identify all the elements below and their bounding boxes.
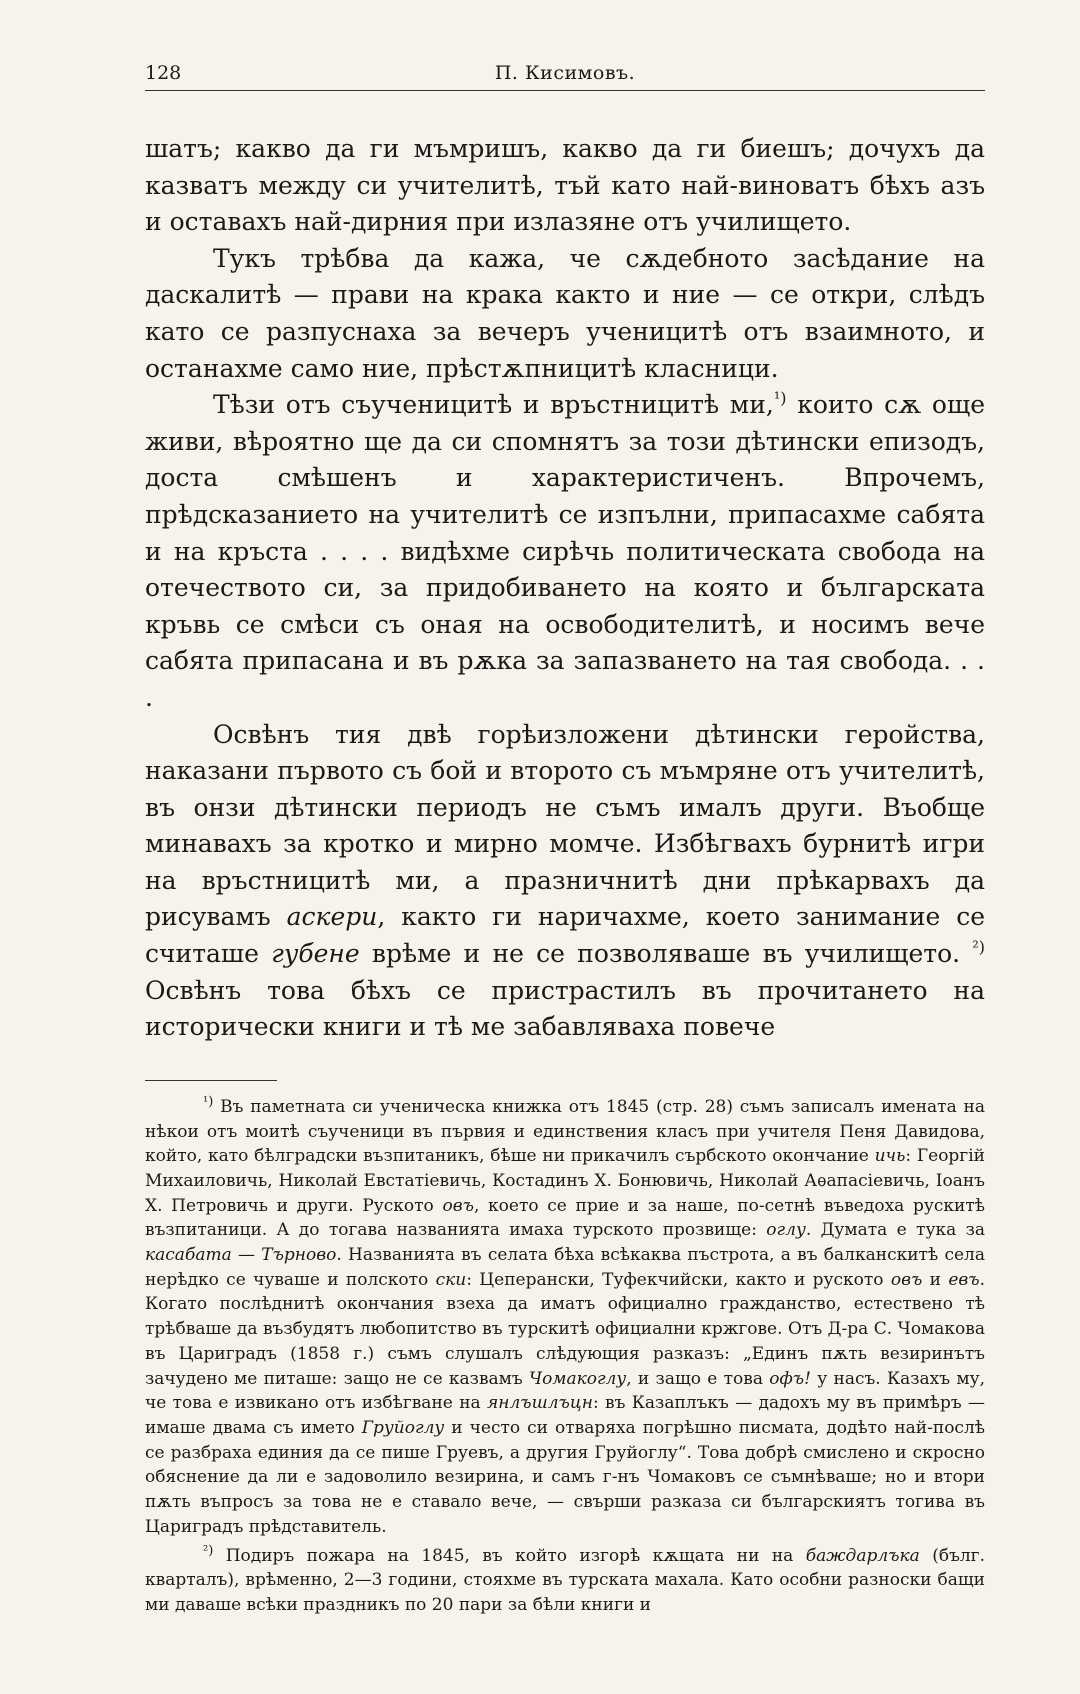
footnote-2 xyxy=(145,1544,985,1618)
page-header xyxy=(145,62,985,91)
footnote-ref-1: ¹) xyxy=(773,388,787,408)
paragraph-4-text-a: Освѣнъ тия двѣ горѣизложени дѣтински геройства, наказани първото съ бой и второто съ мъмряне отъ учителитѣ, въ онзи дѣтински периодъ не съмъ ималъ други. Въобще минавахъ за кротко и мирно момче. Избѣгвахъ бурнитѣ игри на връстницитѣ ми, а празничнитѣ дни прѣкарвахъ да рисувамъ xyxy=(145,719,985,932)
footnote-ref-2: ²) xyxy=(972,937,986,957)
footnote-1-mark: ¹) xyxy=(203,1094,214,1110)
footnote-2-text: (бълг. кварталъ), врѣменно, 2—3 години, стояхме въ турската махала. Като особни разноски бащи ми даваше всѣки праздникъ по 20 пари за бѣли книги и xyxy=(145,1545,985,1615)
footnote-1-text: . Названията въ селата бѣха всѣкаква пъстрота, а въ балканскитѣ села нерѣдко се чуваше и полското xyxy=(145,1245,985,1290)
footnote-1-text: . Думата е тука за xyxy=(805,1220,985,1241)
footnote-2-text: Подиръ пожара на 1845, въ който изгорѣ кѫщата ни на xyxy=(213,1545,806,1566)
footnote-1-italic: ичь xyxy=(874,1146,906,1167)
footnote-2-mark: ²) xyxy=(203,1542,214,1558)
body-text xyxy=(145,131,985,1046)
footnote-1-italic: офъ! xyxy=(769,1368,811,1389)
footnote-1-text: , което се прие и за наше, по-сетнѣ въведоха рускитѣ възпитаници. А до тогава названията имаха турското прозвище: xyxy=(145,1195,985,1241)
paragraph-4-text-b: , както ги наричахме, което занимание се считаше xyxy=(145,902,985,969)
page-number: 128 xyxy=(145,62,182,84)
paragraph-1: шатъ; какво да ги мъмришъ, какво да ги биешъ; дочухъ да казватъ между си учителитѣ, тъй като най-виноватъ бѣхъ азъ и оставахъ най-дирния при излазяне отъ училището. xyxy=(145,134,985,237)
footnote-1-italic: оглу xyxy=(766,1220,806,1241)
running-head: П. Кисимовъ. xyxy=(494,62,636,84)
footnote-2-italic: баждарлъка xyxy=(805,1545,920,1566)
paragraph-4 xyxy=(145,717,985,1046)
footnote-1-italic: Чомакоглу xyxy=(528,1368,627,1389)
footnote-1-text: . Когато послѣднитѣ окончания взеха да иматъ официално гражданство, естествено тѣ трѣбваше да възбудятъ любопитство въ турскитѣ официални кржгове. Отъ Д-ра С. Чомакова въ Цариградъ (1858 г.) съмъ слушалъ слѣдующия разказъ: „Единъ пѫть везиринътъ зачудено ме питаше: защо не се казвамъ xyxy=(145,1269,986,1389)
footnote-1-text: Въ паметната си ученическа книжка отъ 1845 (стр. 28) съмъ записалъ имената на нѣкои отъ моитѣ съученици въ първия и единствения класъ при учителя Пеня Давидова, който, като бѣлградски възпитаникъ, бѣше ни прикачилъ сърбското окончание xyxy=(145,1096,985,1167)
paragraph-3-text-b: които сѫ още живи, вѣроятно ще да си спомнятъ за този дѣтински епизодъ, доста смѣшенъ и характеристиченъ. Впрочемъ, прѣдсказанието на учителитѣ се изпълни, припасахме сабята и на кръста . . . . видѣхме сирѣчь политическата свобода на отечеството си, за придобиването на която и българската кръвь се смѣси съ оная на освободителитѣ, и носимъ вече сабята припасана и въ рѫка за запазването на тая свобода. . . . xyxy=(145,390,985,712)
footnote-1-text: и xyxy=(922,1269,949,1290)
footnote-1-italic: ски xyxy=(435,1269,467,1290)
paragraph-4-text-d: Освѣнъ това бѣхъ се пристрастилъ въ прочитането на исторически книги и тѣ ме забавляваха повече xyxy=(145,975,985,1042)
footnote-1-italic: евъ xyxy=(948,1269,980,1290)
footnote-1-text: и често си отваряха погрѣшно писмата, додѣто най-послѣ се разбраха единия да се пише Груевъ, а другия Груйоглу“. Това добрѣ смислено и скросно обяснение да ли е задоволило везирина, и самъ г-нъ Чомаковъ се съмнѣваше; но и втори пѫть въпросъ за това не е ставало вече, — свърши разказа си българскиятъ тогива въ Цариградъ прѣдставитель. xyxy=(145,1417,986,1537)
footnote-1-italic: овъ xyxy=(890,1269,923,1290)
footnote-1-italic: янлъшлъцн xyxy=(487,1393,593,1414)
paragraph-2: Тукъ трѣбва да кажа, че сѫдебното засѣдание на даскалитѣ — прави на крака както и ние — се откри, слѣдъ като се разпуснаха за вечеръ ученицитѣ отъ взаимното, и останахме само ние, прѣстѫпницитѣ класници. xyxy=(145,243,985,383)
footnote-1 xyxy=(145,1095,985,1540)
footnote-1-text: у насъ. Казахъ му, че това е извикано отъ избѣгване на xyxy=(145,1368,985,1414)
paragraph-4-italic-askeri: аскери xyxy=(286,902,378,932)
footnotes xyxy=(145,1095,985,1618)
footnote-1-text: : Цеперански, Туфекчийски, както и руското xyxy=(466,1269,891,1290)
footnote-1-text: : въ Казаплъкъ — дадохъ му въ примѣръ — имаше двама съ името xyxy=(145,1393,985,1438)
footnote-1-italic: касабата — Търново xyxy=(145,1245,337,1266)
footnote-1-italic: Груйоглу xyxy=(361,1417,445,1438)
paragraph-3-text-a: Тѣзи отъ съученицитѣ и връстницитѣ ми, xyxy=(213,390,774,420)
paragraph-4-italic-gubene: губене xyxy=(271,939,360,969)
footnote-1-text: , и защо е това xyxy=(626,1368,770,1389)
paragraph-3 xyxy=(145,387,985,716)
paragraph-4-text-c: врѣме и не се позволяваше въ училището. xyxy=(359,939,961,969)
footnote-divider xyxy=(145,1080,277,1081)
footnote-1-italic: овъ xyxy=(442,1195,474,1216)
footnote-1-text: : Георгій Михаиловичь, Николай Евстатіевичь, Костадинъ Х. Бонювичь, Николай Аѳапасіевичь, Іоанъ Х. Петровичь и други. Руското xyxy=(145,1146,985,1216)
